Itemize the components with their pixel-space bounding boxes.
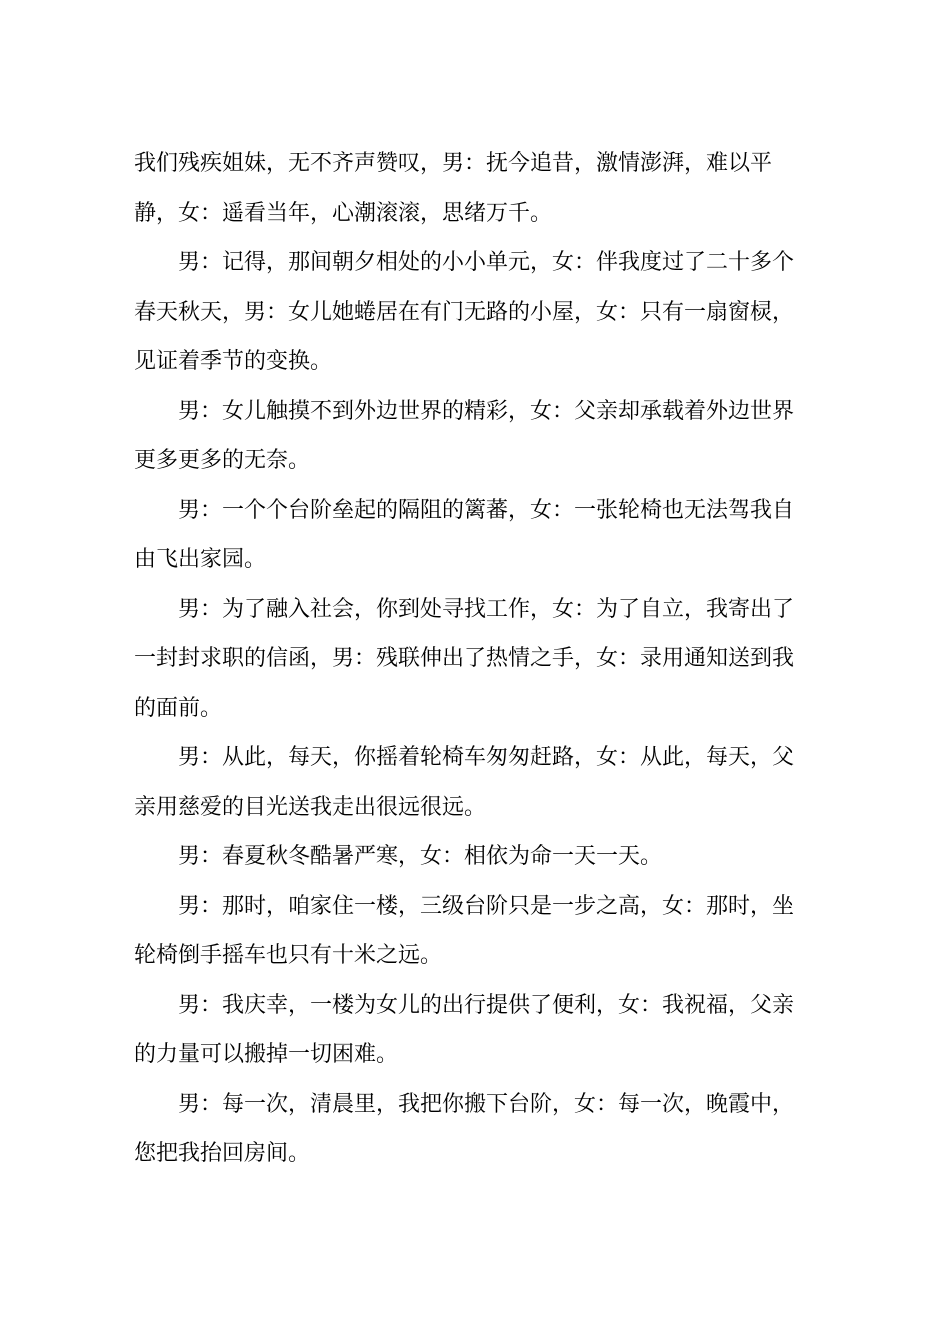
paragraph-10: 男：每一次，清晨里，我把你搬下台阶，女：每一次，晚霞中，您把我抬回房间。 (134, 1091, 795, 1166)
paragraph-7: 男：春夏秋冬酷暑严寒，女：相依为命一天一天。 (178, 844, 663, 869)
paragraph-3: 男：女儿触摸不到外边世界的精彩，女：父亲却承载着外边世界更多更多的无奈。 (134, 398, 795, 473)
document-body (134, 139, 810, 1179)
paragraph-1: 我们残疾姐妹，无不齐声赞叹，男：抚今追昔，激情澎湃，难以平静，女：遥看当年，心潮滚滚，思绪万千。 (134, 151, 773, 226)
paragraph-4: 男：一个个台阶垒起的隔阻的篱蕃，女：一张轮椅也无法驾我自由飞出家园。 (134, 497, 795, 572)
paragraph-6: 男：从此，每天，你摇着轮椅车匆匆赶路，女：从此，每天，父亲用慈爱的目光送我走出很远很远。 (134, 745, 795, 820)
paragraph-2: 男：记得，那间朝夕相处的小小单元，女：伴我度过了二十多个春天秋天，男：女儿她蜷居在有门无路的小屋，女：只有一扇窗棂，见证着季节的变换。 (134, 250, 795, 374)
paragraph-9: 男：我庆幸，一楼为女儿的出行提供了便利，女：我祝福，父亲的力量可以搬掉一切困难。 (134, 992, 795, 1067)
paragraph-5: 男：为了融入社会，你到处寻找工作，女：为了自立，我寄出了一封封求职的信函，男：残联伸出了热情之手，女：录用通知送到我的面前。 (134, 596, 795, 721)
paragraph-8: 男：那时，咱家住一楼，三级台阶只是一步之高，女：那时，坐轮椅倒手摇车也只有十米之远。 (134, 893, 795, 968)
